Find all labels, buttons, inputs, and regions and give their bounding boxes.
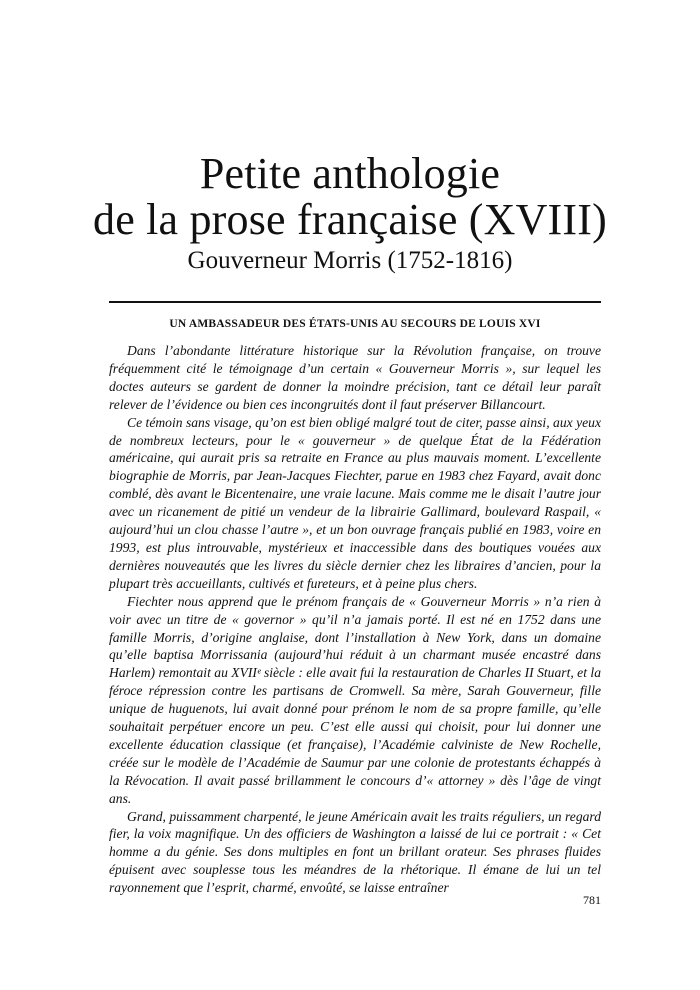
section-heading: UN AMBASSADEUR DES ÉTATS-UNIS AU SECOURS DE LOUIS XVI bbox=[169, 318, 541, 330]
title-line-1: Petite anthologie bbox=[199, 149, 501, 198]
title-line-2: de la prose française (XVIII) bbox=[93, 195, 607, 244]
paragraph-1: Dans l’abondante littérature historique sur la Révolution française, on trouve fréquemment cité le témoignage d’un certain « Gouverneur Morris », sur lequel les doctes auteurs se gardent de donner la moindre précision, tant ce détail leur paraît relever de l’évidence ou bien ces incongruités dont il faut préserver Billancourt. bbox=[109, 343, 601, 412]
body-text bbox=[109, 342, 601, 897]
paragraph-3: Fiechter nous apprend que le prénom français de « Gouverneur Morris » n’a rien à voir avec un titre de « governor » qu’il n’a jamais porté. Il est né en 1752 dans une famille Morris, d’origine anglaise, dont l’installation à New York, dans un domaine qu’elle baptisa Morrissania (aujourd’hui réduit à un charmant musée encastré dans Harlem) remontait au XVIIᵉ siècle : elle avait fui la restauration de Charles II Stuart, et la féroce répression contre les partisans de Cromwell. Sa mère, Sarah Gouverneur, fille unique de huguenots, lui avait donné pour prénom le nom de sa propre famille, qu’elle souhaitait perpétuer encore un peu. C’est elle aussi qui choisit, pour lui donner une excellente éducation classique (et française), l’Académie calviniste de New Rochelle, créée sur le modèle de l’Académie de Saumur par une colonie de protestants échappés à la Révocation. Il avait passé brillamment le concours d’« attorney » dès l’âge de vingt ans. bbox=[109, 593, 601, 806]
subtitle: Gouverneur Morris (1752-1816) bbox=[187, 247, 513, 274]
paragraph-2: Ce témoin sans visage, qu’on est bien obligé malgré tout de citer, passe ainsi, aux yeux de nombreux lecteurs, pour le « gouverneur » de quelque État de la Fédération américaine, qui aurait pris sa retraite en France au plus mauvais moment. L’excellente biographie de Morris, par Jean-Jacques Fiechter, parue en 1983 chez Fayard, avait donc comblé, dès avant le Bicentenaire, une vraie lacune. Mais comme me le disait l’autre jour avec un ricanement de pitié un vendeur de la librairie Gallimard, boulevard Raspail, « aujourd’hui un clou chasse l’autre », et un bon ouvrage français publié en 1983, voire en 1993, est plus introuvable, mystérieux et inaccessible dans des boutiques vouées aux dernières nouveautés que les livres du siècle dernier chez les libraires d’ancien, pour la plupart très accueillants, cultivés et fureteurs, et à peine plus chers. bbox=[109, 414, 601, 591]
horizontal-rule bbox=[109, 301, 601, 303]
paragraph-4: Grand, puissamment charpenté, le jeune Américain avait les traits réguliers, un regard fier, la voix magnifique. Un des officiers de Washington a laissé de lui ce portrait : « Cet homme a du génie. Ses dons multiples en font un brillant orateur. Ses phrases fluides épuisent avec souplesse tous les méandres de la rhétorique. Il émane de lui un tel rayonnement que l’esprit, charmé, envoûté, se laisse entraîner bbox=[109, 808, 601, 896]
page-number: 781 bbox=[583, 893, 601, 907]
